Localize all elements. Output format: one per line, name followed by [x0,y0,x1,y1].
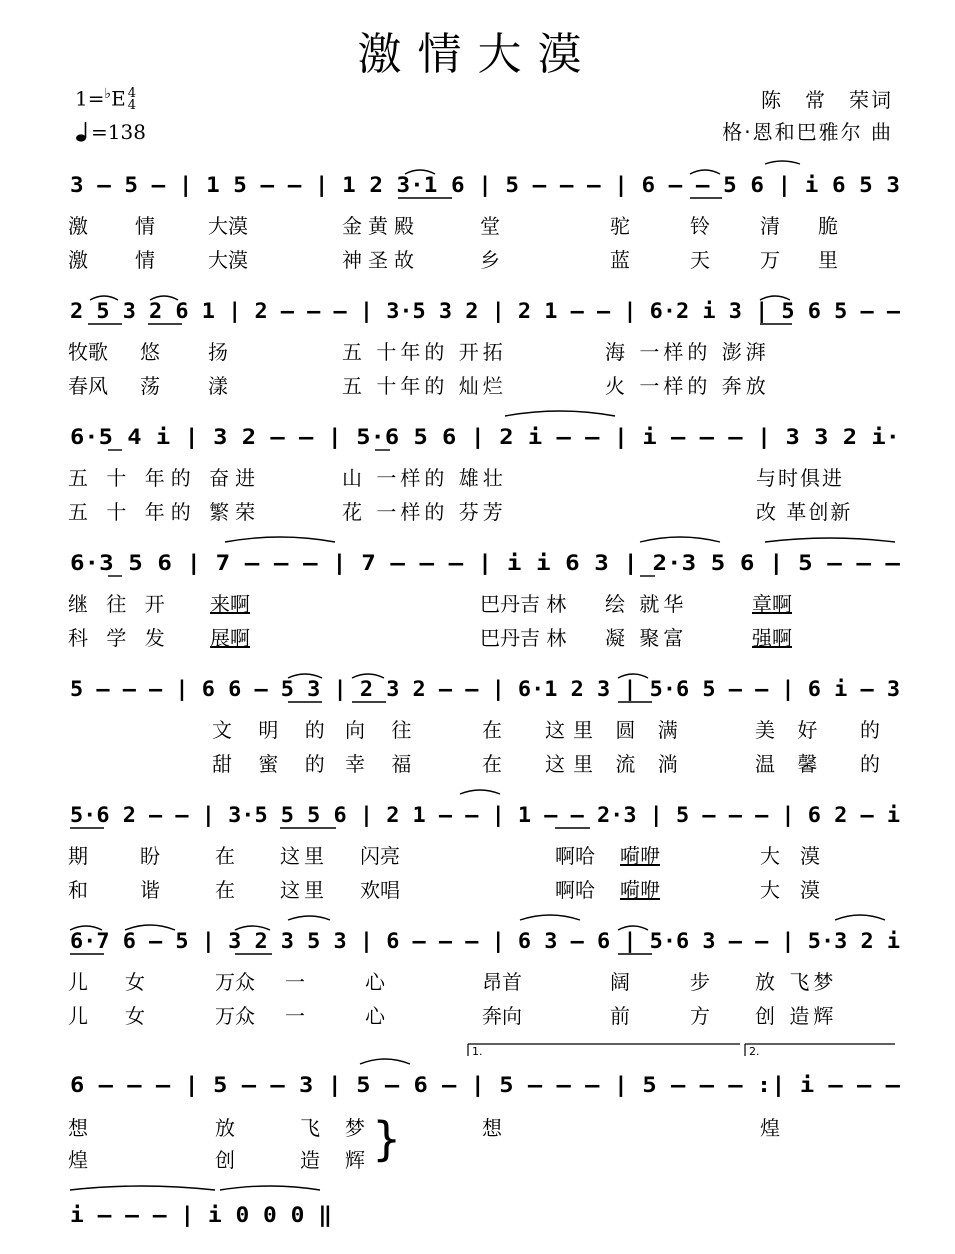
lyric: 啊哈 [555,878,595,902]
lyric: 创 [215,1148,235,1172]
lyric: 文 明 的 [212,718,335,742]
score-system-9 [0,1190,955,1240]
score-system-4 [0,538,955,668]
lyric: 美 好 [755,718,826,742]
score-system-1 [0,160,955,290]
lyric: 脆 [818,214,838,238]
lyric: 五 十年的 灿烂 [342,374,507,398]
lyric: 这里 流 淌 [545,752,686,776]
lyric: 心 [365,970,385,994]
lyric: 一 [285,970,305,994]
lyrics-verse-1 [0,966,955,996]
lyric: 幸 福 [345,752,422,776]
lyric: 激 [68,214,88,238]
notes: i – – – | i 0 0 0 ‖ [70,1203,311,1227]
lyric: 嗬咿 [620,878,660,902]
lyric: 煌 [68,1148,88,1172]
lyric: 绘 就华 [605,592,688,616]
lyric: 万众 [215,970,255,994]
lyric: 牧歌 [68,340,108,364]
lyric: 在 [482,718,502,742]
lyric: 这里 [280,878,328,902]
score-system-5 [0,664,955,794]
lyric: 万 [760,248,780,272]
lyric: 欢唱 [360,878,400,902]
lyric: 谐 [140,878,160,902]
key-prefix: 1= [75,86,105,111]
lyric: 春风 [68,374,108,398]
song-title: 激情大漠 [357,29,598,80]
notation-line [0,790,955,840]
lyric: 大漠 [208,248,248,272]
lyric: 在 [215,844,235,868]
lyric: 的 [860,718,880,742]
lyric: 温 馨 [755,752,826,776]
notation-line [0,1045,955,1110]
lyric: 女 [125,970,145,994]
lyric: 荡 [140,374,160,398]
key-signature [75,86,136,112]
lyrics-verse-2 [0,496,955,526]
lyrics-verse-2 [0,748,955,778]
lyrics-verse-1 [0,714,955,744]
notation-line [0,412,955,462]
notes: 6 – – – | 5 – – 3 | 5 – 6 – | 5 – – – | 5 – – – :| i – – – [70,1073,804,1097]
lyric: 辉 [345,1148,365,1172]
lyric: 花 一样的 芬芳 [342,500,507,524]
lyric: 漠 [800,878,820,902]
lyric: 梦 [345,1116,365,1140]
lyrics-verse-2 [0,244,955,274]
lyric: 天 [690,248,710,272]
volta-2: 2. [749,1045,760,1058]
lyric: 放 飞梦 [755,970,838,994]
lyric: 山 一样的 雄壮 [342,466,507,490]
lyrics-verse-1 [0,336,955,366]
score-system-8 [0,1045,955,1190]
lyric: 在 [215,878,235,902]
lyric: 章啊 [752,592,792,616]
lyric: 放 [215,1116,235,1140]
lyric: 展啊 [210,626,250,650]
lyric: 大漠 [208,214,248,238]
lyric: 改 革创新 [756,500,853,524]
notation-line [0,664,955,714]
lyric: 清 [760,214,780,238]
lyric: 心 [365,1004,385,1028]
quarter-note-icon [75,121,91,143]
lyric: 的 [860,752,880,776]
lyric: 阔 [610,970,630,994]
notes: 2 5 3 2 6 1 | 2 – – – | 3·5 3 2 | 2 1 – – | 6·2 i 3 | 5 6 5 – – [70,299,867,323]
lyric: 继 往 开 [68,592,171,616]
lyric: 这里 圆 满 [545,718,686,742]
lyric: 奔向 [482,1004,522,1028]
lyric: 万众 [215,1004,255,1028]
lyric: 啊哈 [555,844,595,868]
lyric: 巴丹吉 林 [480,626,567,650]
notes: 6·7 6 – 5 | 3 2 3 5 3 | 6 – – – | 6 3 – 6 | 5·6 3 – – | 5·3 2 i [70,929,867,953]
lyric: 前 [610,1004,630,1028]
notes: 6·5 4 i | 3 2 – – | 5·6 5 6 | 2 i – – | i – – – | 3 3 2 i· [70,425,804,449]
lyric: 情 [135,248,155,272]
lyric: 情 [135,214,155,238]
score-system-2 [0,286,955,416]
lyric: 期 [68,844,88,868]
lyric: 里 [818,248,838,272]
composer-credit: 格·恩和巴雅尔 曲 [722,120,893,144]
lyric: 科 学 发 [68,626,171,650]
notation-line [0,1190,955,1240]
score-system-7 [0,916,955,1046]
lyric: 大 [760,844,780,868]
lyric: 漾 [208,374,228,398]
notation-line [0,160,955,210]
lyrics-verse-1 [0,210,955,240]
lyric: 五 十 年的 奋进 [68,466,262,490]
lyric: 激 [68,248,88,272]
lyrics-verse-2 [0,874,955,904]
time-bottom: 4 [127,98,136,114]
notation-line [0,916,955,966]
lyric: 在 [482,752,502,776]
lyricist-credit: 陈 常 荣词 [761,88,893,112]
lyric: 蓝 [610,248,630,272]
lyric: 创 造辉 [755,1004,838,1028]
notes: 5 – – – | 6 6 – 5 3 | 2 3 2 – – | 6·1 2 3 | 5·6 5 – – | 6 i – 3 [70,677,867,701]
lyric: 一 [285,1004,305,1028]
lyric: 甜 蜜 的 [212,752,335,776]
notes: 6·3 5 6 | 7 – – – | 7 – – – | i i 6 3 | 2·3 5 6 | 5 – – – [70,551,791,575]
lyric: 五 十年的 开拓 [342,340,507,364]
flat-sign: ♭ [104,86,112,102]
lyric: 盼 [140,844,160,868]
lyric: 煌 [760,1116,780,1140]
lyric: 这里 [280,844,328,868]
lyric: 方 [690,1004,710,1028]
lyric: 昂首 [482,970,522,994]
lyric: 女 [125,1004,145,1028]
lyric: 强啊 [752,626,792,650]
lyric: 大 [760,878,780,902]
lyrics-verse-2 [0,1000,955,1030]
brace-icon: } [372,1112,402,1166]
lyric: 与时俱进 [756,466,844,490]
tempo-value: =138 [91,120,146,144]
notes: 3 – 5 – | 1 5 – – | 1 2 3·1 6 | 5 – – – | 6 – – 5 6 | i 6 5 3 [70,173,842,197]
lyric: 海 一样的 澎湃 [605,340,770,364]
lyrics-verse-1 [0,840,955,870]
lyric: 漠 [800,844,820,868]
lyric: 铃 [690,214,710,238]
lyric: 造 [300,1148,320,1172]
lyric: 悠 [140,340,160,364]
score-system-3 [0,412,955,542]
time-signature [128,88,136,112]
time-top: 4 [127,86,136,102]
notes: 5·6 2 – – | 3·5 5 5 6 | 2 1 – – | 1 – – 2·3 | 5 – – – | 6 2 – i [70,803,867,827]
lyric: 火 一样的 奔放 [605,374,770,398]
lyrics-verse-2 [0,622,955,652]
lyric: 向 往 [345,718,422,742]
lyrics-verse-1 [0,588,955,618]
lyric: 扬 [208,340,228,364]
lyric: 飞 [300,1116,320,1140]
lyric: 来啊 [210,592,250,616]
lyric: 和 [68,878,88,902]
tempo-mark [75,120,146,144]
lyric: 闪亮 [360,844,400,868]
lyric: 五 十 年的 繁荣 [68,500,262,524]
lyric: 堂 [480,214,500,238]
lyric: 步 [690,970,710,994]
lyric: 金黄殿 [342,214,420,238]
lyrics-verse-2 [0,1144,955,1174]
lyrics-verse-1 [0,1112,955,1142]
notation-line [0,286,955,336]
lyric: 驼 [610,214,630,238]
lyric: 乡 [480,248,500,272]
notation-line [0,538,955,588]
lyrics-verse-2 [0,370,955,400]
volta-1: 1. [472,1045,483,1058]
lyrics-verse-1 [0,462,955,492]
lyric: 儿 [68,1004,88,1028]
key-note: E [111,86,126,111]
lyric: 嗬咿 [620,844,660,868]
lyric: 想 [482,1116,502,1140]
score-system-6 [0,790,955,920]
lyric: 神圣故 [342,248,420,272]
lyric: 巴丹吉 林 [480,592,567,616]
lyric: 儿 [68,970,88,994]
lyric: 想 [68,1116,88,1140]
lyric: 凝 聚富 [605,626,688,650]
